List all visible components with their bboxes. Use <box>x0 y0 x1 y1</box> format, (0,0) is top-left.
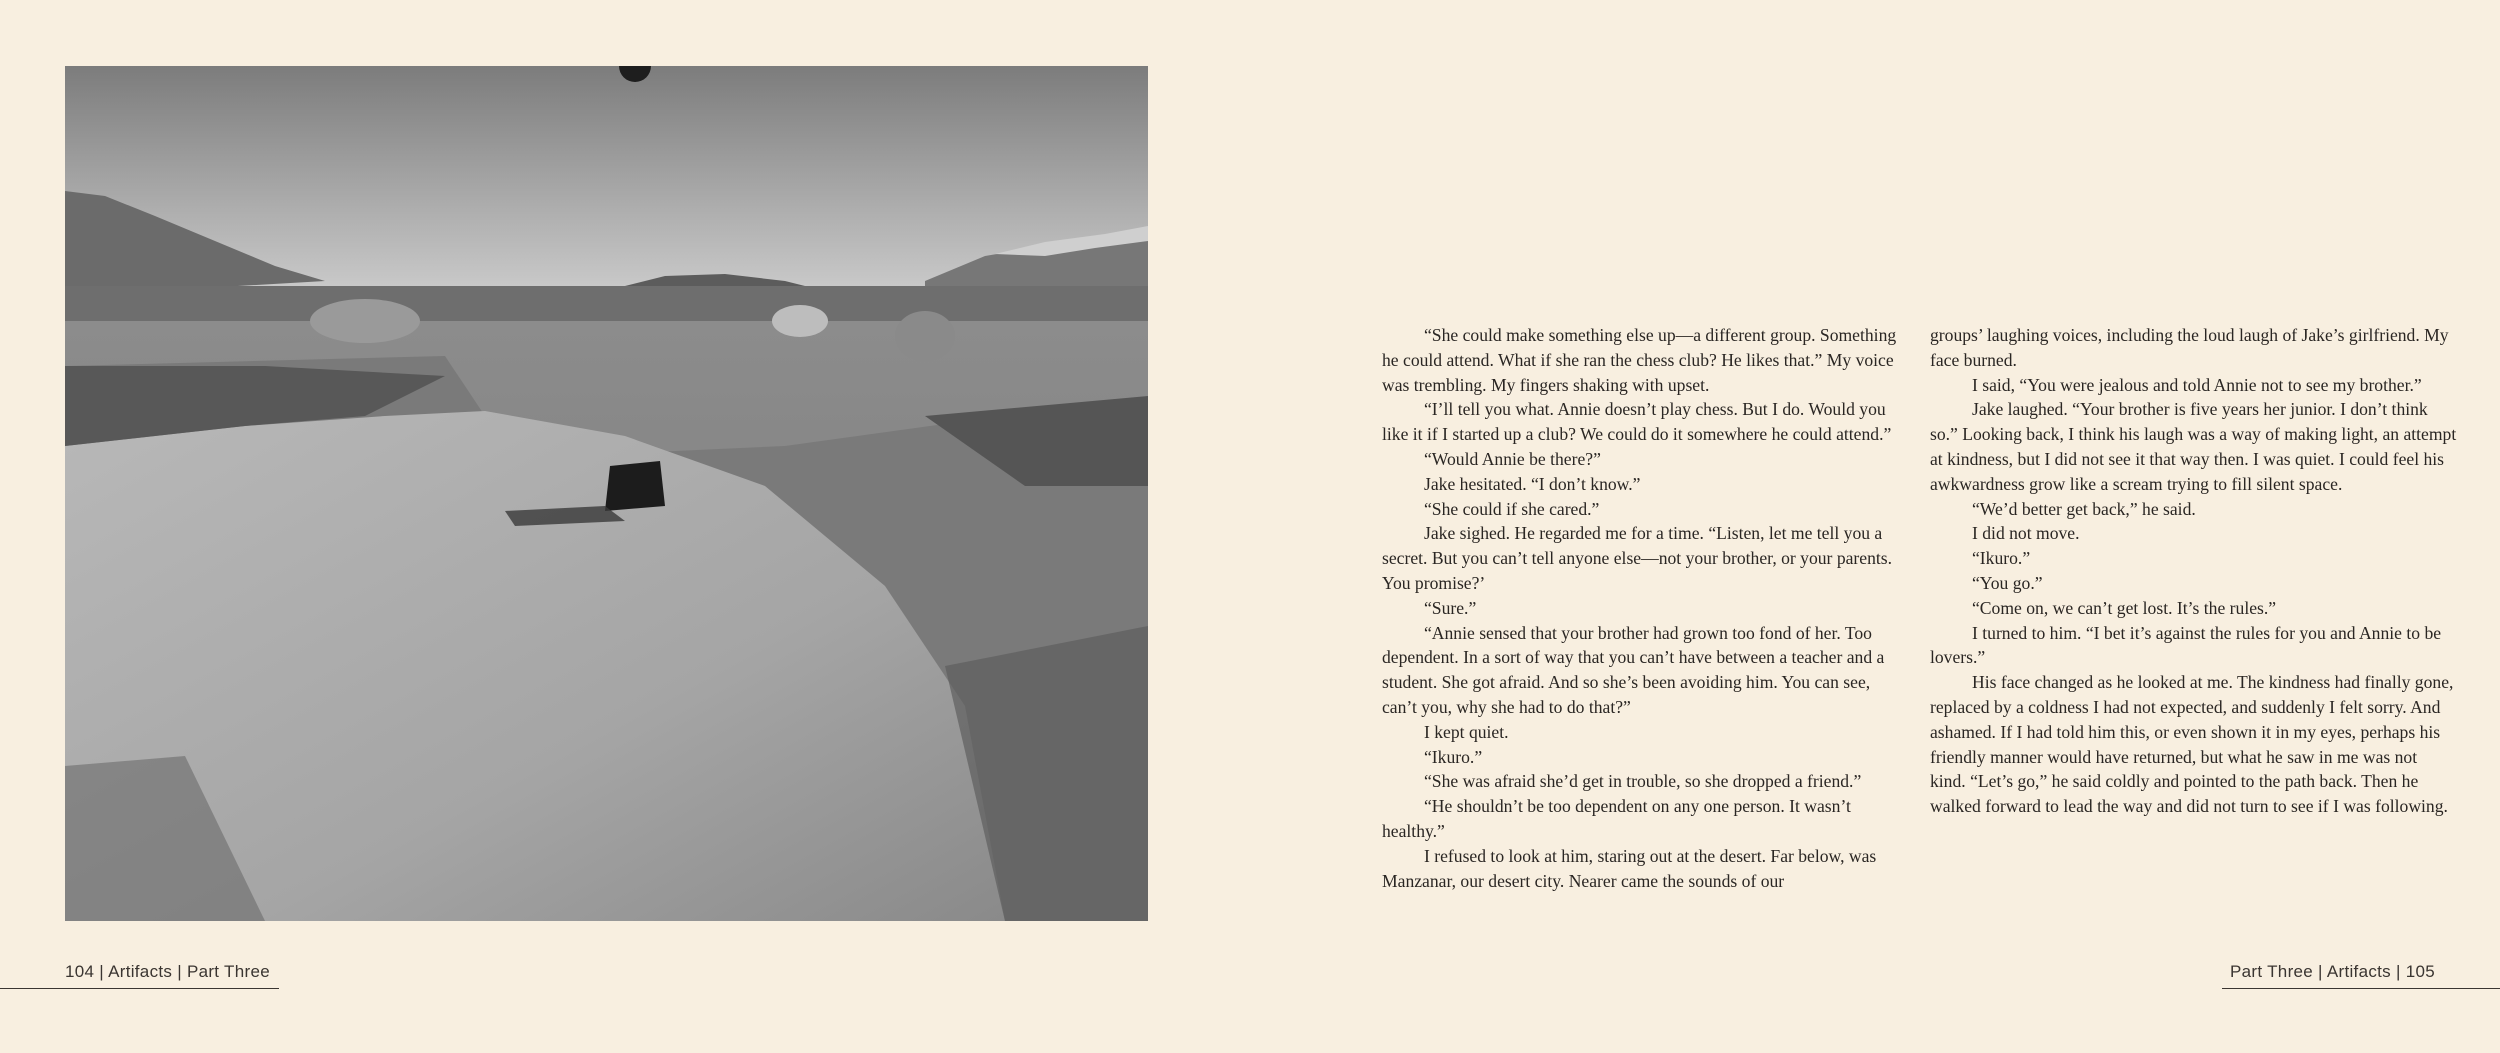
folio-right: Part Three | Artifacts | 105 <box>2230 962 2435 981</box>
paragraph: His face changed as he looked at me. The kindness had finally gone, replaced by a coldness I had not expected, and suddenly I felt sorry. And ashamed. If I had told him this, or even shown it in my eyes, perhaps his friendly manner would have returned, but what he saw in me was not kind. “Let’s go,” he said coldly and pointed to the path back. Then he walked forward to lead the way and did not turn to see if I was following. <box>1930 672 2454 817</box>
paragraph: “Ikuro.” <box>1424 746 1483 767</box>
photo-image <box>65 66 1148 921</box>
paragraph: I said, “You were jealous and told Annie not to see my brother.” <box>1972 374 2422 395</box>
paragraph: “Come on, we can’t get lost. It’s the rules.” <box>1972 597 2277 618</box>
text-column-right <box>1930 323 2457 819</box>
paragraph: “You go.” <box>1972 572 2043 593</box>
paragraph: groups’ laughing voices, including the loud laugh of Jake’s girlfriend. My face burned. <box>1930 325 2449 370</box>
paragraph: Jake laughed. “Your brother is five years her junior. I don’t think so.” Looking back, I think his laugh was a way of making light, an attempt at kindness, but I did not see it that way then. I was quiet. I could feel his awkwardness grow like a scream trying to fill silent space. <box>1930 399 2457 494</box>
paragraph: “He shouldn’t be too dependent on any one person. It wasn’t healthy.” <box>1382 796 1851 841</box>
paragraph: I did not move. <box>1972 523 2080 544</box>
paragraph: “I’ll tell you what. Annie doesn’t play chess. But I do. Would you like it if I started up a club? We could do it somewhere he could attend.” <box>1382 399 1892 445</box>
folio-rule-right <box>2222 988 2500 989</box>
paragraph: “She could make something else up—a different group. Something he could attend. What if she ran the chess club? He likes that.” My voice was trembling. My fingers shaking with upset. <box>1382 325 1897 395</box>
paragraph: I turned to him. “I bet it’s against the rules for you and Annie to be lovers.” <box>1930 622 2442 668</box>
paragraph: “Annie sensed that your brother had grown too fond of her. Too dependent. In a sort of way that you can’t have between a teacher and a student. She got afraid. And so she’s been avoiding him. You can see, can’t you, why she had to do that?” <box>1382 622 1885 717</box>
paragraph: I kept quiet. <box>1424 721 1509 742</box>
text-column-left <box>1382 323 1909 893</box>
desert-landscape-photo <box>65 66 1148 921</box>
folio-rule-left <box>0 988 279 989</box>
paragraph: “Would Annie be there?” <box>1424 448 1601 469</box>
paragraph: I refused to look at him, staring out at the desert. Far below, was Manzanar, our desert city. Nearer came the sounds of our <box>1382 845 1877 891</box>
paragraph: “Ikuro.” <box>1972 548 2031 569</box>
paragraph: Jake hesitated. “I don’t know.” <box>1424 473 1641 494</box>
paragraph: Jake sighed. He regarded me for a time. “Listen, let me tell you a secret. But you can’t tell anyone else—not your brother, or your parents. You promise?’ <box>1382 523 1893 593</box>
paragraph: “Sure.” <box>1424 597 1477 618</box>
paragraph: “She could if she cared.” <box>1424 498 1600 519</box>
paragraph: “We’d better get back,” he said. <box>1972 498 2196 519</box>
paragraph: “She was afraid she’d get in trouble, so she dropped a friend.” <box>1424 771 1862 792</box>
folio-left: 104 | Artifacts | Part Three <box>65 962 270 981</box>
